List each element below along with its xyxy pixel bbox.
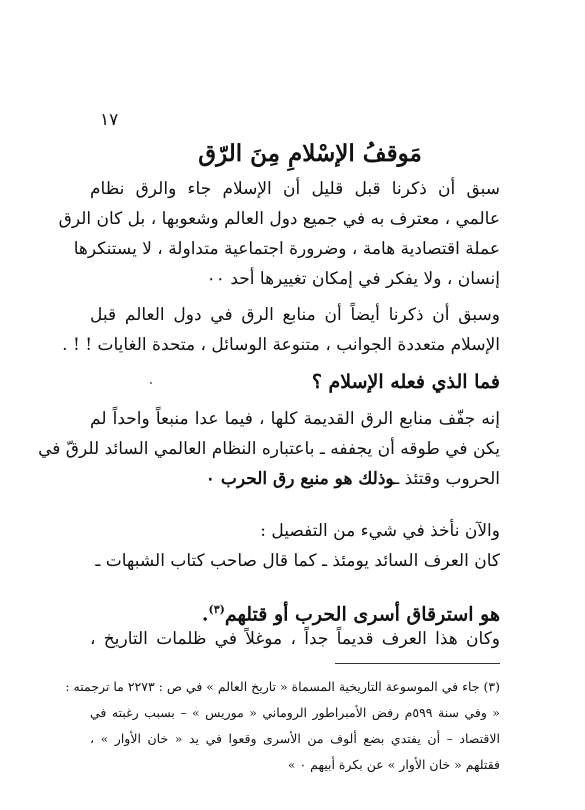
footnote-line: « وفي سنة ٥٩٩م رفض الأمبراطور الروماني « موريس » – بسبب رغبته في [90,705,500,720]
paragraph-line: الإسلام متعددة الجوانب ، متنوعة الوسائل ، متحدة الغايات ! ! . [62,335,500,355]
paragraph-line: عملة اقتصادية هامة ، وضرورة اجتماعية متداولة ، لا يستنكرها [73,239,500,259]
footnote-divider [335,663,500,664]
paragraph-line: سبق أن ذكرنا قبل قليل أن الإسلام جاء والرق نظام [90,179,500,199]
footnote-ref: (٣) [208,603,225,616]
paragraph-line: والآن نأخذ في شيء من التفصيل : [260,521,500,541]
page-number: ١٧ [100,110,119,130]
paragraph-line: وسبق أن ذكرنا أيضاً أن منابع الرق في دول العالم قبل [90,305,500,325]
paragraph-text: الحروب وقتئذ ـ [394,469,500,489]
paragraph-line: إنه جفّف منابع الرق القديمة كلها ، فيما عدا منبعاً واحداً لم [90,409,500,429]
paragraph-line: إنسان ، ولا يفكر في إمكان تغييرها أحد ٠٠ [206,269,500,289]
paragraph-line: يكن في طوقه أن يجففه ـ باعتباره النظام العالمي السائد للرقّ في [38,439,500,459]
paragraph-line: كان العرف السائد يومئذ ـ كما قال صاحب كتاب الشبهات ـ [95,551,500,571]
section-heading: فما الذي فعله الإسلام ؟ [311,371,500,393]
paragraph-line: عالمي ، معترف به في جميع دول العالم وشعوبها ، بل كان الرق [58,209,500,229]
footnote-line: فقتلهم « خان الأوار » عن بكرة أبيهم ٠ » [287,757,500,772]
emphasized-text: وذلك هو منبع رق الحرب ٠ [205,469,395,489]
footnote-line: الاقتصاد – أن يفتدي بضع ألوف من الأسرى وقعوا في يد « خان الأوار » ، [90,731,500,746]
footnote-line: (٣) جاء في الموسوعة التاريخية المسماة « تاريخ العالم » في ص : ٢٢٧٣ ما ترجمته : [65,679,500,694]
heading-punct: . [201,603,209,626]
heading-text: هو استرقاق أسرى الحرب أو قتلهم [224,603,500,626]
paragraph-line-mixed [90,464,500,494]
chapter-title: مَوقفُ الإسْلامِ مِنَ الرّق [198,140,422,167]
paragraph-line: وكان هذا العرف قديماً جداً ، موغلاً في ظلمات التاريخ ، [90,629,500,649]
